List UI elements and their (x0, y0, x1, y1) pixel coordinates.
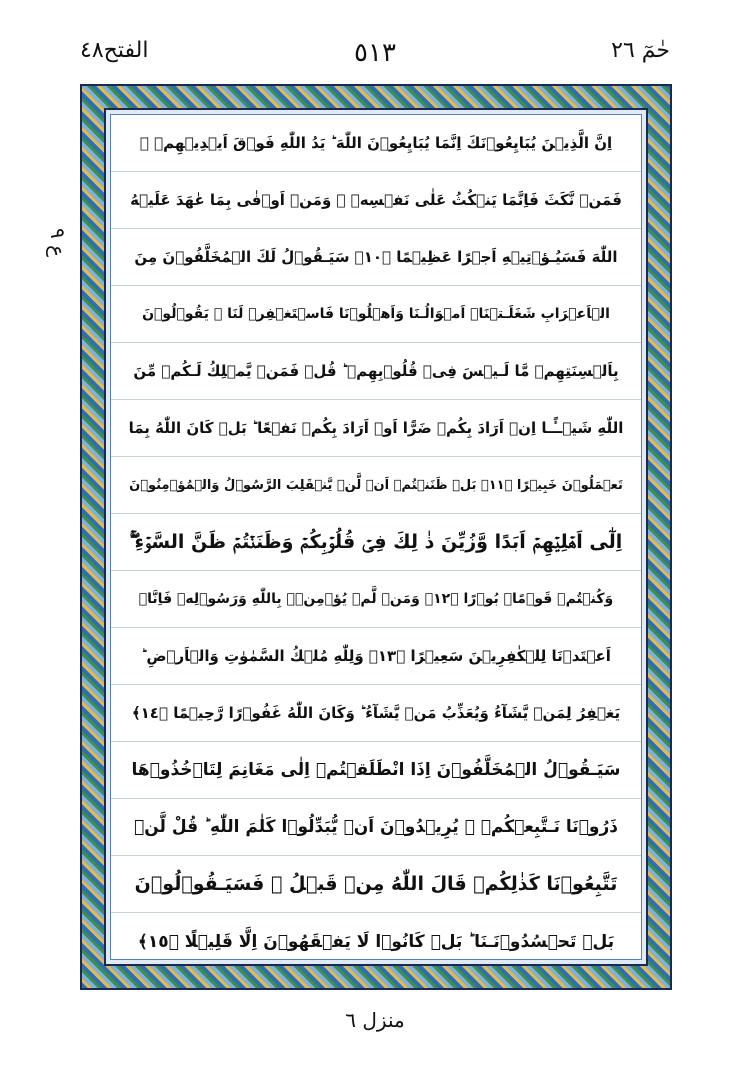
verse-line-5: بِاَلۡسِنَتِهِمۡ مَّا لَـيۡسَ فِىۡ قُلُوۡبِهِمۡ ؕ قُلۡ فَمَنۡ يَّمۡلِكُ لَـكُمۡ مِّنَ (111, 343, 641, 400)
verse-line-8: اِلٰٓى اَهۡلِيۡهِمۡ اَبَدًا وَّزُيِّنَ ذٰ لِكَ فِىۡ قُلُوۡبِكُمۡ وَظَنَنۡتُمۡ ظَنَّ السَّوۡءِ ۖۚ (111, 514, 641, 571)
manzil-footer: منزل ٦ (345, 1008, 405, 1032)
verse-line-7: تَعۡمَلُوۡنَ خَبِيۡرًا ﴿١١﴾ بَلۡ ظَنَنۡتُمۡ اَنۡ لَّنۡ يَّنۡقَلِبَ الرَّسُوۡلُ وَالۡمُؤۡمِنُوۡنَ (111, 457, 641, 514)
surah-label: الفتح٤٨ (80, 38, 149, 63)
verse-line-6: اللّٰهِ شَيۡــًٔـا اِنۡ اَرَادَ بِكُمۡ ضَرًّا اَوۡ اَرَادَ بِكُمۡ نَفۡعًا ؕ بَلۡ كَانَ اللّٰهُ بِمَا (111, 400, 641, 457)
verse-line-4: الۡاَعۡرَابِ شَغَلَـتۡنَاۤ اَمۡوَالُـنَا وَاَهۡلُوۡنَا فَاسۡتَغۡفِرۡ لَنَا ۚ يَقُوۡلُوۡنَ (111, 286, 641, 343)
verse-panel (110, 114, 642, 960)
verse-line-14: تَتَّبِعُوۡنَا كَذٰلِكُمۡ قَالَ اللّٰهُ مِنۡ قَبۡلُ ۚ فَسَيَـقُوۡلُوۡنَ (111, 856, 641, 913)
inner-border (104, 108, 648, 966)
verse-line-12: سَيَـقُوۡلُ الۡمُخَلَّفُوۡنَ اِذَا انْطَلَقۡتُمۡ اِلٰى مَغَانِمَ لِتَاۡخُذُوۡهَا (111, 742, 641, 799)
verse-line-13: ذَرُوۡنَا نَـتَّبِعۡكُمۡ ۚ يُرِيۡدُوۡنَ اَنۡ يُّبَدِّلُوۡا كَلٰمَ اللّٰهِ ؕ قُلْ لَّنۡ (111, 799, 641, 856)
verse-line-2: فَمَنۡ نَّكَثَ فَاِنَّمَا يَنۡكُثُ عَلٰى نَفۡسِهٖ ۚ وَمَنۡ اَوۡفٰى بِمَا عٰهَدَ عَلَيۡهُ (111, 172, 641, 229)
verse-line-1: اِنَّ الَّذِيۡنَ يُبَايِعُوۡنَكَ اِنَّمَا يُبَايِعُوۡنَ اللّٰهَ ؕ يَدُ اللّٰهِ فَوۡقَ اَيۡدِيۡهِمۡ ۚ (111, 115, 641, 172)
verse-line-10: اَعۡتَدۡنَا لِلۡكٰفِرِيۡنَ سَعِيۡرًا ﴿١٣﴾ وَلِلّٰهِ مُلۡكُ السَّمٰوٰتِ وَالۡاَرۡضِ ؕ (111, 628, 641, 685)
verse-line-9: وَكُنۡتُمۡ قَوۡمًاۢ بُوۡرًا ﴿١٢﴾ وَمَنۡ لَّمۡ يُؤۡمِنۡۢ بِاللّٰهِ وَرَسُوۡلِهٖ فَاِنَّاۤ (111, 571, 641, 628)
verse-line-11: يَغۡفِرُ لِمَنۡ يَّشَآءُ وَيُعَذِّبُ مَنۡ يَّشَآءُ ؕ وَكَانَ اللّٰهُ غَفُوۡرًا رَّحِيۡمًا ﴿١٤﴾ (111, 685, 641, 742)
verse-line-3: اللّٰهَ فَسَيُـؤۡتِيۡهِ اَجۡرًا عَظِيۡمًا ﴿١٠﴾ سَيَـقُوۡلُ لَكَ الۡمُخَلَّفُوۡنَ مِنَ (111, 229, 641, 286)
page-header (80, 28, 670, 78)
ornamental-border (80, 84, 672, 990)
verse-line-15: بَلۡ تَحۡسُدُوۡنَـنَا ؕ بَلۡ كَانُوۡا لَا يَفۡقَهُوۡنَ اِلَّا قَلِيۡلًا ﴿١٥﴾ (137, 932, 615, 952)
page-number: ٥١٣ (354, 38, 396, 68)
ruku-marker: ع ٩ (46, 228, 70, 258)
juz-label: حٰمٓ ٢٦ (611, 38, 670, 63)
